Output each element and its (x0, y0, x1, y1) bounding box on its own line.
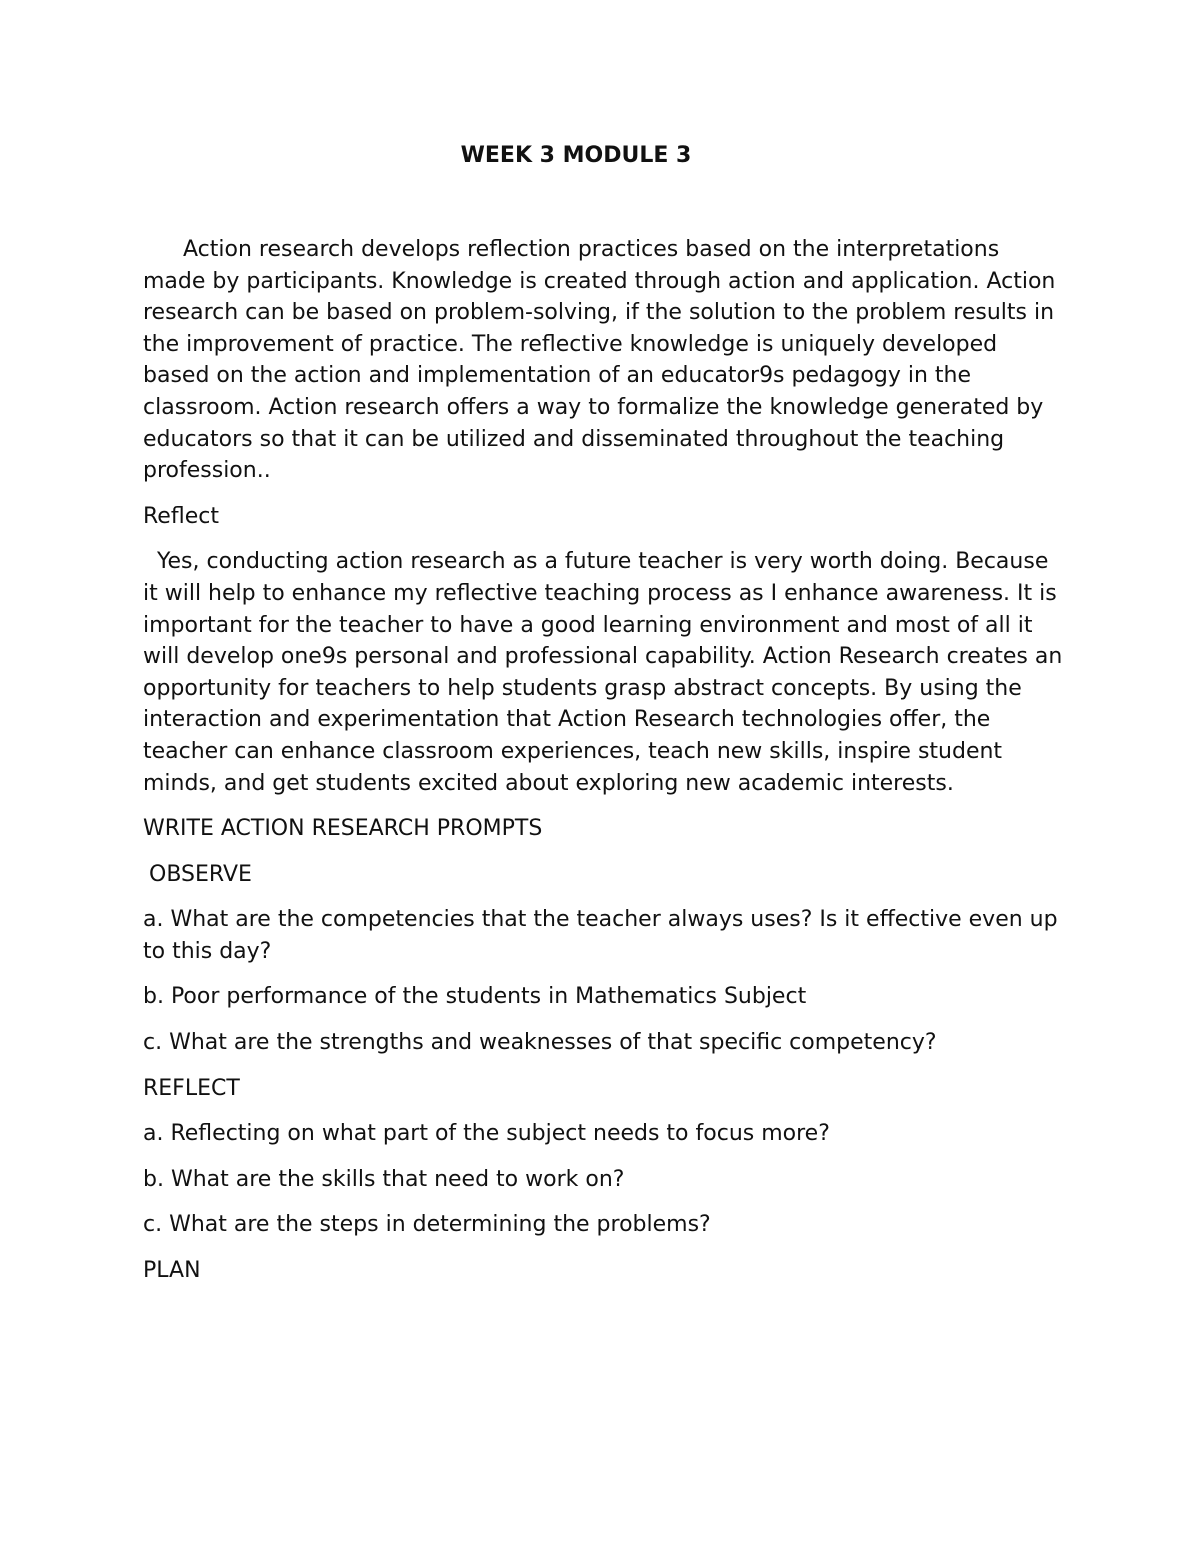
reflect-section-heading: REFLECT (143, 1075, 240, 1101)
observe-heading: OBSERVE (149, 861, 252, 887)
intro-paragraph: Action research develops reflection practices based on the interpretations made by participants. Knowledge is created through action and application. Action research can be based on problem-solving, if the solution to the problem results in the improvement of practice. The reflective knowledge is uniquely developed based on the action and implementation of an educator9s pedagogy in the classroom. Action research offers a way to formalize the knowledge generated by educators so that it can be utilized and disseminated throughout the teaching profession.. (143, 237, 1056, 484)
document-title: WEEK 3 MODULE 3 (460, 143, 692, 168)
reflect-paragraph: Yes, conducting action research as a future teacher is very worth doing. Because it will help to enhance my reflective teaching process as I enhance awareness. It is important for the teacher to have a good learning environment and most of all it will develop one9s personal and professional capability. Action Research creates an opportunity for teachers to help students grasp abstract concepts. By using the interaction and experimentation that Action Research technologies offer, the teacher can enhance classroom experiences, teach new skills, inspire student minds, and get students excited about exploring new academic interests. (143, 549, 1063, 796)
observe-item-b: b. Poor performance of the students in Mathematics Subject (143, 984, 807, 1010)
reflect-heading: Reflect (143, 503, 219, 529)
observe-item-a: a. What are the competencies that the teacher always uses? Is it effective even up to this day? (143, 907, 1058, 964)
plan-heading: PLAN (143, 1258, 201, 1284)
document-content (143, 140, 1063, 1301)
observe-item-c: c. What are the strengths and weaknesses of that specific competency? (143, 1030, 937, 1056)
reflect-item-b: b. What are the skills that need to work on? (143, 1166, 625, 1192)
prompts-heading: WRITE ACTION RESEARCH PROMPTS (143, 816, 543, 842)
reflect-item-a: a. Reflecting on what part of the subject needs to focus more? (143, 1121, 830, 1147)
reflect-item-c: c. What are the steps in determining the problems? (143, 1212, 711, 1238)
